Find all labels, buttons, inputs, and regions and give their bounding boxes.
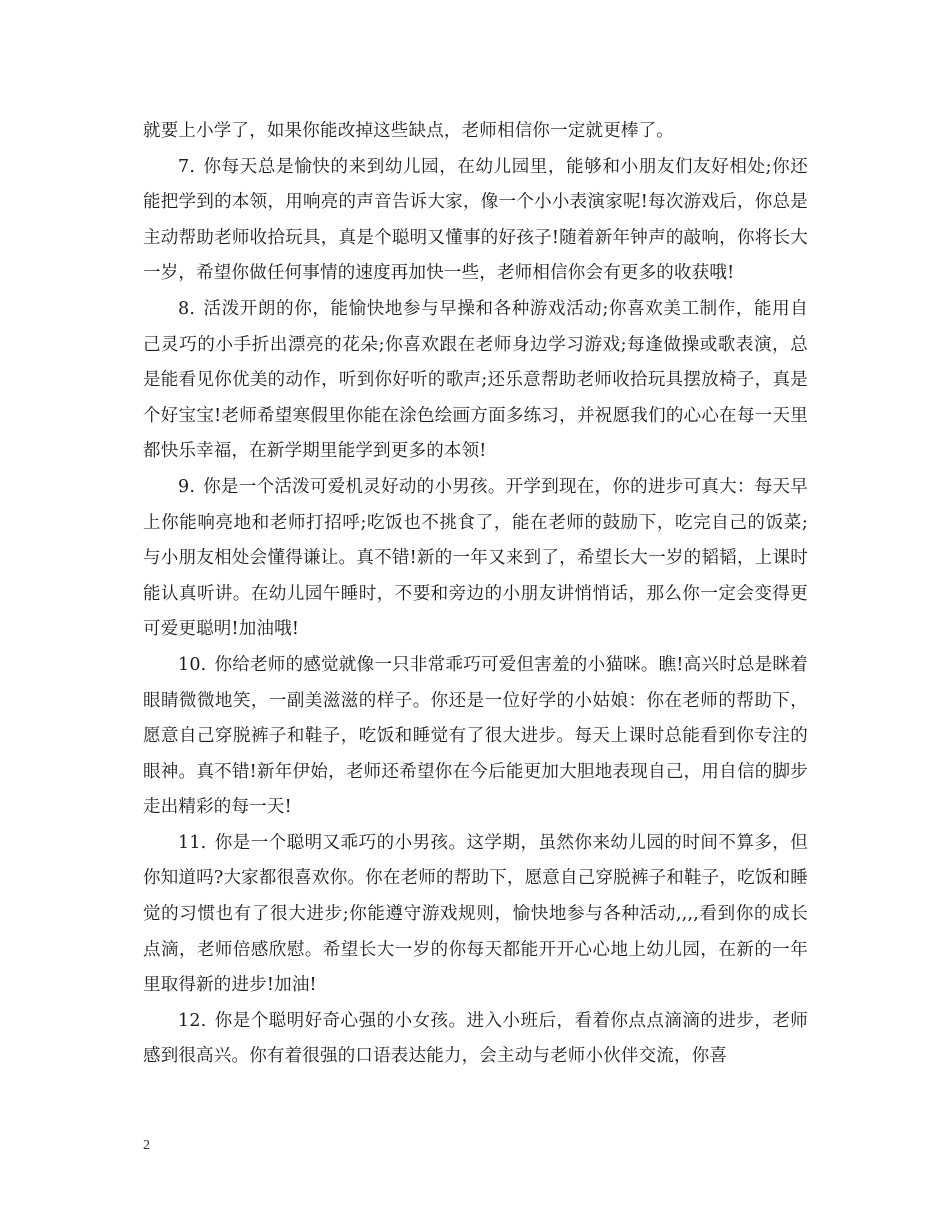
paragraph-continuation bbox=[143, 114, 808, 150]
paragraph-number: 9. bbox=[178, 476, 196, 497]
paragraph-text: 你是个聪明好奇心强的小女孩。进入小班后，看着你点点滴滴的进步，老师感到很高兴。你有着很强的口语表达能力，会主动与老师小伙伴交流，你喜 bbox=[143, 1010, 808, 1067]
paragraph-number: 11. bbox=[178, 832, 207, 853]
paragraph-text: 就要上小学了，如果你能改掉这些缺点，老师相信你一定就更棒了。 bbox=[143, 121, 674, 141]
document-body bbox=[143, 114, 808, 1075]
paragraph-12 bbox=[143, 1004, 808, 1075]
paragraph-11 bbox=[143, 826, 808, 1004]
paragraph-10 bbox=[143, 648, 808, 826]
paragraph-text: 你是一个聪明又乖巧的小男孩。这学期，虽然你来幼儿园的时间不算多，但你知道吗?大家都很喜欢你。你在老师的帮助下，愿意自己穿脱裤子和鞋子，吃饭和睡觉的习惯也有了很大进步;你能遵守游戏规则，愉快地参与各种活动,,,,看到你的成长点滴，老师倍感欣慰。希望长大一岁的你每天都能开开心心地上幼儿园，在新的一年里取得新的进步!加油! bbox=[143, 832, 808, 996]
paragraph-7 bbox=[143, 150, 808, 292]
paragraph-number: 12. bbox=[178, 1010, 207, 1031]
paragraph-text: 你是一个活泼可爱机灵好动的小男孩。开学到现在，你的进步可真大：每天早上你能响亮地和老师打招呼;吃饭也不挑食了，能在老师的鼓励下，吃完自己的饭菜;与小朋友相处会懂得谦让。真不错!新的一年又来到了，希望长大一岁的韬韬，上课时能认真听讲。在幼儿园午睡时，不要和旁边的小朋友讲悄悄话，那么你一定会变得更可爱更聪明!加油哦! bbox=[143, 476, 808, 640]
paragraph-number: 10. bbox=[178, 654, 207, 675]
paragraph-number: 7. bbox=[178, 156, 196, 177]
paragraph-number: 8. bbox=[178, 298, 196, 319]
page-number: 2 bbox=[143, 1138, 150, 1153]
paragraph-text: 你给老师的感觉就像一只非常乖巧可爱但害羞的小猫咪。瞧!高兴时总是眯着眼睛微微地笑，一副美滋滋的样子。你还是一位好学的小姑娘：你在老师的帮助下，愿意自己穿脱裤子和鞋子，吃饭和睡觉有了很大进步。每天上课时总能看到你专注的眼神。真不错!新年伊始，老师还希望你在今后能更加大胆地表现自己，用自信的脚步走出精彩的每一天! bbox=[143, 654, 808, 818]
paragraph-text: 活泼开朗的你，能愉快地参与早操和各种游戏活动;你喜欢美工制作，能用自己灵巧的小手折出漂亮的花朵;你喜欢跟在老师身边学习游戏;每逢做操或歌表演，总是能看见你优美的动作，听到你好听的歌声;还乐意帮助老师收拾玩具摆放椅子，真是个好宝宝!老师希望寒假里你能在涂色绘画方面多练习，并祝愿我们的心心在每一天里都快乐幸福，在新学期里能学到更多的本领! bbox=[143, 298, 808, 462]
paragraph-8 bbox=[143, 292, 808, 470]
paragraph-9 bbox=[143, 470, 808, 648]
paragraph-text: 你每天总是愉快的来到幼儿园，在幼儿园里，能够和小朋友们友好相处;你还能把学到的本领，用响亮的声音告诉大家，像一个小小表演家呢!每次游戏后，你总是主动帮助老师收拾玩具，真是个聪明又懂事的好孩子!随着新年钟声的敲响，你将长大一岁，希望你做任何事情的速度再加快一些，老师相信你会有更多的收获哦! bbox=[143, 156, 808, 284]
